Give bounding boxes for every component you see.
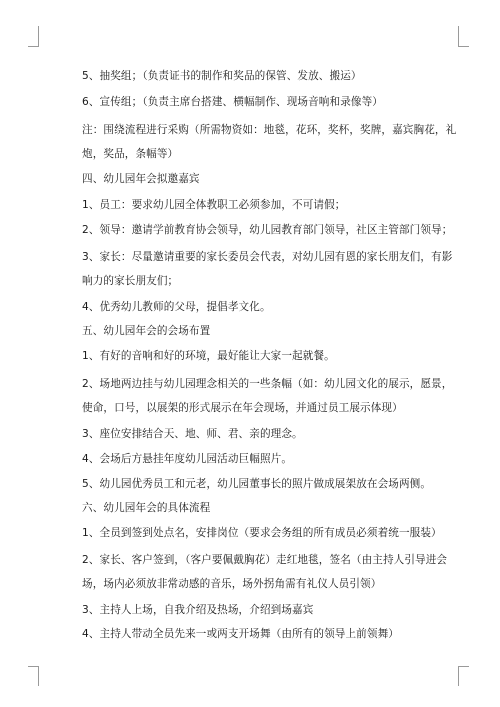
paragraph-1-sound-environment: 1、有好的音响和好的环境，最好能让大家一起就餐。 <box>82 350 335 362</box>
paragraph-3-parents: 3、家长：尽量邀请重要的家长委员会代表，对幼儿园有恩的家长朋友们，有影响力的家长朋友们； <box>82 251 453 287</box>
paragraph-3-host-intro: 3、主持人上场，自我介绍及热场，介绍到场嘉宾 <box>82 604 314 616</box>
paragraph-4-photos: 4、会场后方悬挂年度幼儿园活动巨幅照片。 <box>82 453 293 465</box>
paragraph-6-publicity-group: 6、宣传组；（负责主席台搭建、横幅制作、现场音响和录像等） <box>82 96 383 108</box>
crop-mark-bottom-left-vertical <box>38 666 39 686</box>
paragraph-4-opening-dance: 4、主持人带动全员先来一或两支开场舞（由所有的领导上前领舞） <box>82 628 399 640</box>
paragraph-5-lottery-group: 5、抽奖组；（负责证书的制作和奖品的保管、发放、搬运） <box>82 70 362 82</box>
crop-mark-top-left-vertical <box>38 26 39 46</box>
crop-mark-bottom-left-horizontal <box>28 666 39 667</box>
crop-mark-bottom-right-vertical <box>458 666 459 686</box>
crop-mark-top-right-horizontal <box>458 46 469 47</box>
paragraph-5-display-stands: 5、幼儿园优秀员工和元老，幼儿园董事长的照片做成展架放在会场两侧。 <box>82 478 432 490</box>
paragraph-note-procurement: 注：围绕流程进行采购（所需物资如：地毯，花环，奖杯，奖牌，嘉宾胸花，礼炮，奖品，条幅等） <box>82 124 457 160</box>
crop-mark-top-right-vertical <box>458 26 459 46</box>
heading-four-invited-guests: 四、幼儿园年会拟邀嘉宾 <box>82 173 200 185</box>
paragraph-1-staff: 1、员工：要求幼儿园全体教职工必须参加，不可请假； <box>82 199 346 211</box>
paragraph-2-guest-signin: 2、家长、客户签到，（客户要佩戴胸花）走红地毯，签名（由主持人引导进会场，场内必须放非常动感的音乐，场外拐角需有礼仪人员引领） <box>82 554 448 590</box>
crop-mark-top-left-horizontal <box>28 46 39 47</box>
paragraph-2-leaders: 2、领导：邀请学前教育协会领导，幼儿园教育部门领导，社区主管部门领导； <box>82 224 453 236</box>
crop-mark-bottom-right-horizontal <box>458 666 469 667</box>
paragraph-2-banners: 2、场地两边挂与幼儿园理念相关的一些条幅（如：幼儿园文化的展示，愿景，使命，口号，以展架的形式展示在年会现场，并通过员工展示体现） <box>82 378 453 414</box>
paragraph-3-seating: 3、座位安排结合天、地、师、君、亲的理念。 <box>82 428 303 440</box>
heading-six-detailed-process: 六、幼儿园年会的具体流程 <box>82 502 211 514</box>
paragraph-4-teachers-parents: 4、优秀幼儿教师的父母，提倡孝文化。 <box>82 301 271 313</box>
heading-five-venue-layout: 五、幼儿园年会的会场布置 <box>82 325 211 337</box>
paragraph-1-roll-call: 1、全员到签到处点名，安排岗位（要求会务组的所有成员必须着统一服装） <box>82 527 442 539</box>
